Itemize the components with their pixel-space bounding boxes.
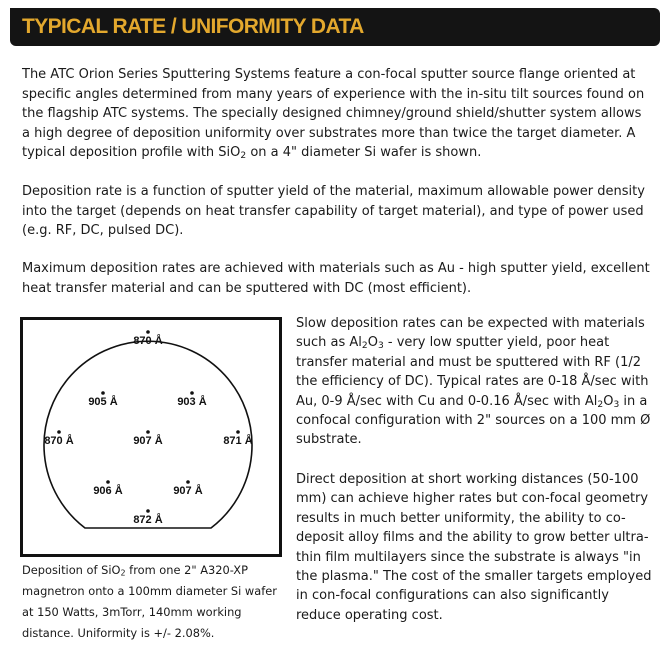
wafer-point-label: 870 Å (133, 335, 163, 347)
wafer-point-label: 872 Å (133, 514, 163, 526)
max-rate-paragraph: Maximum deposition rates are achieved with materials such as Au - high sputter yield, excellent heat transfer material and can be sputtered with DC (most efficient). (22, 261, 650, 296)
wafer-point-dot (146, 509, 150, 513)
section-header (10, 8, 660, 46)
wafer-point-dot (146, 430, 150, 434)
wafer-point-label: 905 Å (88, 396, 118, 408)
wafer-point-dot (236, 430, 240, 434)
wafer-point-dot (57, 430, 61, 434)
slow-rate-paragraph: Slow deposition rates can be expected with materials such as $Al_2O_3$ - very low sputter yield, poor heat transfer material and must be sputtered with RF (1/2 the efficiency of DC). Typical rates are 0-18 Å/sec with Au, 0-9 Å/sec with Cu and 0-0.16 Å/sec with $Al_2O_3$ in a confocal configuration with 2" sources on a 100 mm Ø substrate. (296, 316, 651, 448)
wafer-point-dot (146, 330, 150, 334)
wafer-point-dot (106, 480, 110, 484)
wafer-point-label: 907 Å (133, 435, 163, 447)
wafer-point-dot (101, 391, 105, 395)
direct-deposition-paragraph: Direct deposition at short working distances (50-100 mm) can achieve higher rates but con-focal geometry results in much better uniformity, the ability to co-deposit alloy films and the ability to grow better ultra-thin film multilayers since the substrate is always "in the plasma." The cost of the smaller targets employed in con-focal configurations can also significantly reduce operating cost. (296, 472, 652, 623)
deposition-rate-paragraph: Deposition rate is a function of sputter yield of the material, maximum allowable power density into the target (depends on heat transfer capability of target material), and type of power used (e.g. RF, DC, pulsed DC). (22, 184, 645, 238)
wafer-point-label: 907 Å (173, 485, 203, 497)
wafer-point-dot (190, 391, 194, 395)
wafer-point-label: 870 Å (44, 435, 74, 447)
wafer-caption: Deposition of SiO$_2$ from one 2" A320-XP magnetron onto a 100mm diameter Si wafer at 150 Watts, 3mTorr, 140mm working distance. Uniformity is +/- 2.08%. (22, 563, 277, 640)
wafer-point-label: 906 Å (93, 485, 123, 497)
intro-paragraph: The ATC Orion Series Sputtering Systems feature a con-focal sputter source flange oriented at specific angles determined from many years of experience with the in-situ tilt sources found on the flagship ATC systems. The specially designed chimney/ground shield/shutter system allows a high degree of deposition uniformity over substrates more than twice the target diameter. A typical deposition profile with SiO$_2$ on a 4" diameter Si wafer is shown. (22, 67, 645, 161)
wafer-diagram-frame (20, 317, 282, 557)
wafer-point-label: 903 Å (177, 396, 207, 408)
wafer-point-dot (186, 480, 190, 484)
wafer-diagram (23, 320, 279, 554)
section-title: TYPICAL RATE / UNIFORMITY DATA (22, 15, 364, 38)
wafer-point-label: 871 Å (223, 435, 253, 447)
